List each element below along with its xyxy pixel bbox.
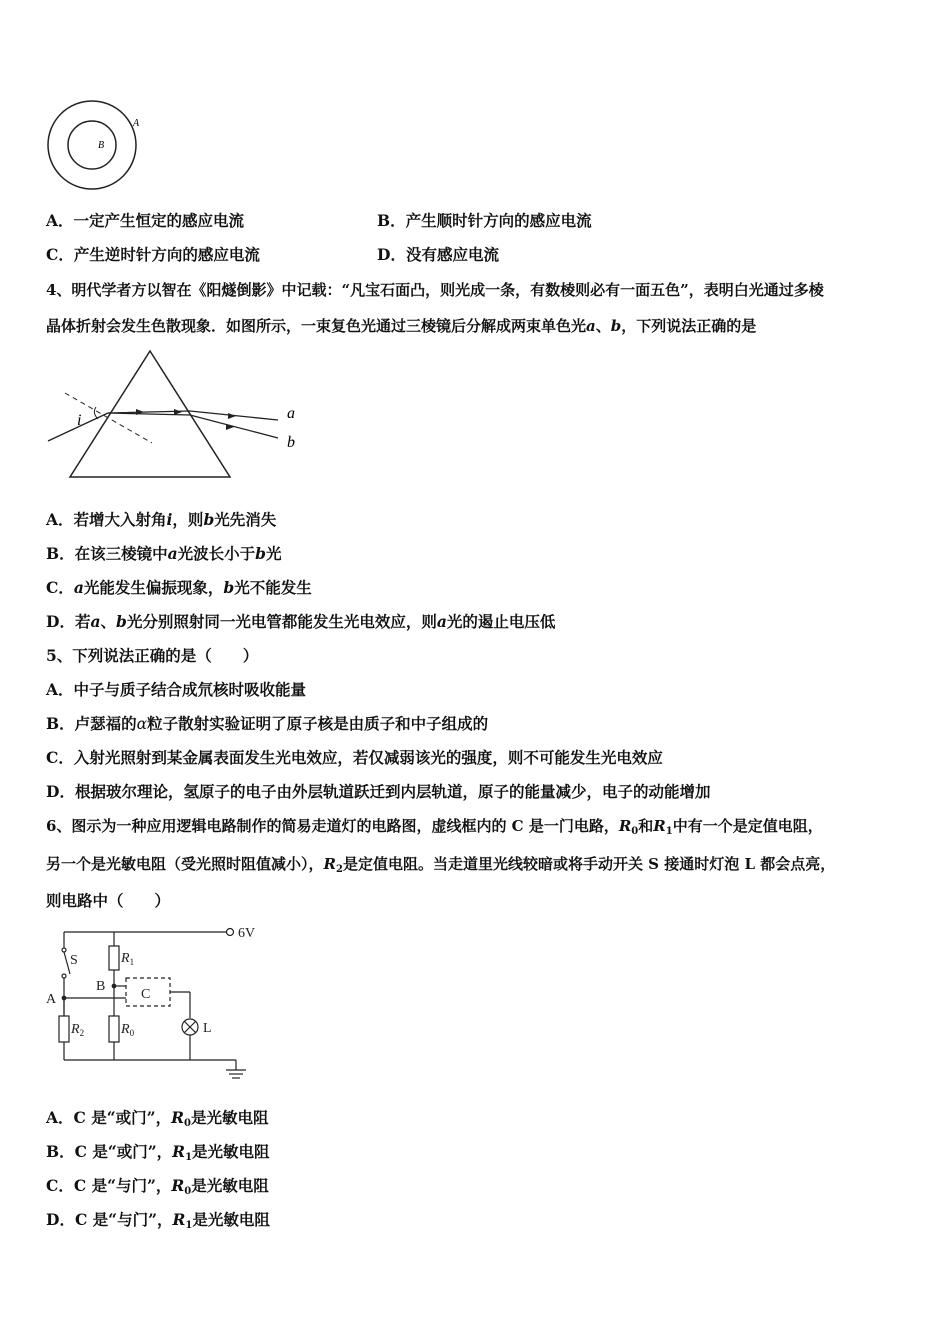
q3-option-c: C．产生逆时针方向的感应电流 [46, 245, 260, 264]
q3-option-b: B．产生顺时针方向的感应电流 [377, 211, 592, 230]
rings-figure [40, 95, 150, 195]
resistor-r2 [59, 1016, 69, 1042]
q4-stem-line1: 4、明代学者方以智在《阳燧倒影》中记载：“凡宝石面凸，则光成一条，有数棱则必有一面五色”，表明白光通过多棱 [46, 281, 824, 299]
voltage-terminal [227, 929, 234, 936]
q6-option-c: C．C 是“与门”，$R_0$是光敏电阻 [46, 1176, 269, 1197]
incidence-angle-label: i [77, 412, 82, 429]
ray-b-label: b [287, 434, 295, 451]
outer-ring [48, 101, 136, 189]
voltage-label: 6V [238, 926, 256, 941]
q4-option-b: B．在该三棱镜中a光波长小于b光 [46, 544, 282, 563]
resistor-r1 [109, 946, 119, 970]
q5-option-d: D．根据玻尔理论，氢原子的电子由外层轨道跃迁到内层轨道，原子的能量减少，电子的动能增加 [46, 782, 711, 801]
ray-a-label: a [287, 405, 295, 422]
q6-option-b: B．C 是“或门”，$R_1$是光敏电阻 [46, 1142, 270, 1163]
q5-stem: 5、下列说法正确的是（ ） [46, 646, 259, 665]
q6-option-d: D．C 是“与门”，$R_1$是光敏电阻 [46, 1210, 270, 1231]
q5-option-a: A．中子与质子结合成氘核时吸收能量 [46, 680, 307, 699]
lamp-l-label: L [203, 1021, 212, 1036]
r2-label: $R_2$ [71, 1022, 85, 1038]
q3-option-d: D．没有感应电流 [377, 245, 499, 264]
q4-option-a: A．若增大入射角i，则b光先消失 [46, 510, 277, 529]
r1-label: $R_1$ [121, 951, 135, 967]
r0-label: $R_0$ [121, 1022, 135, 1038]
q4-option-c: C．a光能发生偏振现象，b光不能发生 [46, 578, 312, 597]
q5-option-c: C．入射光照射到某金属表面发生光电效应，若仅减弱该光的强度，则不可能发生光电效应 [46, 748, 663, 767]
q6-option-a: A．C 是“或门”，$R_0$是光敏电阻 [46, 1108, 269, 1129]
circuit-figure [40, 920, 280, 1090]
node-a-label: A [46, 992, 57, 1007]
q4-stem-line2: 晶体折射会发生色散现象．如图所示，一束复色光通过三棱镜后分解成两束单色光a、b，下列说法正确的是 [46, 317, 757, 335]
q6-stem-line3: 则电路中（ ） [46, 891, 171, 910]
gate-c-label: C [141, 987, 151, 1002]
prism-figure [40, 345, 310, 480]
arrow-3 [228, 413, 236, 419]
q6-stem-line1: 6、图示为一种应用逻辑电路制作的简易走道灯的电路图，虚线框内的 C 是一门电路，$R_0$和$R_1$中有一个是定值电阻， [46, 817, 823, 837]
q6-stem-line2: 另一个是光敏电阻（受光照时阻值减小），$R_2$是定值电阻。当走道里光线较暗或将手动开关 S 接通时灯泡 L 都会点亮， [46, 855, 836, 875]
q4-option-d: D．若a、b光分别照射同一光电管都能发生光电效应，则a光的遏止电压低 [46, 612, 556, 631]
ring-label-a: A [133, 118, 140, 129]
q3-option-a: A．一定产生恒定的感应电流 [46, 211, 245, 230]
switch-label: S [70, 953, 78, 968]
resistor-r0 [109, 1016, 119, 1042]
node-b-label: B [96, 979, 106, 994]
ring-label-b: B [98, 140, 105, 151]
q5-option-b: B．卢瑟福的α粒子散射实验证明了原子核是由质子和中子组成的 [46, 714, 489, 733]
incidence-angle-arc [94, 407, 98, 419]
inner-ring [68, 121, 116, 169]
